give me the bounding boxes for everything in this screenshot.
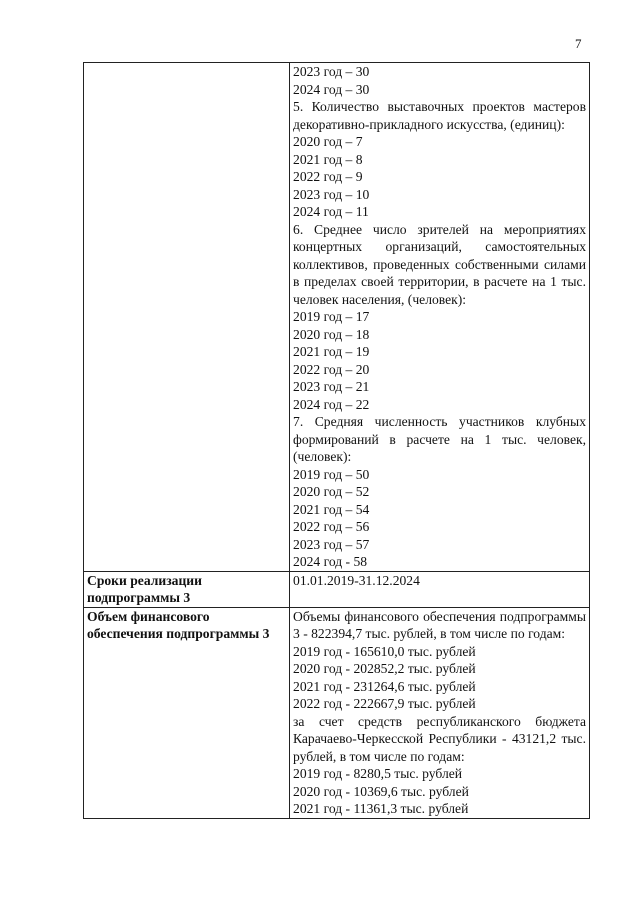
funding-line: 2021 год - 11361,3 тыс. рублей [293, 801, 469, 816]
period-value: 01.01.2019-31.12.2024 [293, 572, 420, 588]
indicator-line: 2021 год – 54 [293, 501, 370, 517]
row-label: Сроки реализации подпрограммы 3 [84, 571, 290, 607]
row-label [84, 63, 290, 572]
page-number: 7 [575, 36, 582, 51]
indicator-title: 6. Среднее число зрителей на мероприятиях концертных организаций, самостоятельных коллективов, проведенных собственными силами в пределах своей территории, в расчете на 1 тыс. человек населения, (человек): [293, 221, 586, 307]
indicator-line: 2023 год – 57 [293, 536, 370, 552]
indicator-line: 2021 год – 8 [293, 151, 363, 167]
period-cell [290, 571, 590, 607]
funding-line: 2021 год - 231264,6 тыс. рублей [293, 678, 476, 694]
indicator-title: 5. Количество выставочных проектов мастеров декоративно-прикладного искусства, (единиц): [293, 99, 586, 132]
indicator-line: 2022 год – 9 [293, 169, 363, 184]
indicator-line: 2020 год – 18 [293, 326, 370, 342]
indicators-cell [290, 63, 590, 572]
indicator-line: 2022 год – 56 [293, 519, 370, 534]
indicator-line: 2020 год – 7 [293, 134, 363, 149]
indicator-line: 2022 год – 20 [293, 361, 370, 377]
indicator-line: 2023 год – 30 [293, 64, 370, 79]
passport-table [83, 62, 590, 819]
indicator-line: 2024 год – 22 [293, 396, 370, 412]
indicator-line: 2024 год – 30 [293, 81, 370, 97]
funding-paragraph: Объемы финансового обеспечения подпрограммы 3 - 822394,7 тыс. рублей, в том числе по годам: [293, 608, 586, 641]
table-row [84, 571, 590, 607]
funding-cell [290, 607, 590, 818]
indicator-line: 2024 год – 11 [293, 204, 369, 219]
funding-line: 2020 год - 202852,2 тыс. рублей [293, 661, 476, 676]
table-row [84, 63, 590, 572]
funding-paragraph: за счет средств республиканского бюджета Карачаево-Черкесской Республики - 43121,2 тыс. рублей, в том числе по годам: [293, 713, 586, 764]
indicator-line: 2019 год – 17 [293, 309, 370, 324]
indicator-line: 2023 год – 10 [293, 186, 370, 202]
indicator-line: 2019 год – 50 [293, 466, 370, 482]
funding-line: 2019 год - 8280,5 тыс. рублей [293, 766, 463, 781]
indicator-line: 2021 год – 19 [293, 344, 370, 359]
indicator-line: 2020 год – 52 [293, 484, 370, 499]
funding-line: 2020 год - 10369,6 тыс. рублей [293, 783, 469, 799]
funding-line: 2022 год - 222667,9 тыс. рублей [293, 696, 476, 711]
row-label: Объем финансового обеспечения подпрограммы 3 [84, 607, 290, 818]
indicator-line: 2024 год - 58 [293, 554, 368, 569]
table-row [84, 607, 590, 818]
funding-line: 2019 год - 165610,0 тыс. рублей [293, 643, 476, 659]
indicator-line: 2023 год – 21 [293, 379, 370, 394]
indicator-title: 7. Средняя численность участников клубных формирований в расчете на 1 тыс. человек, (человек): [293, 414, 586, 464]
